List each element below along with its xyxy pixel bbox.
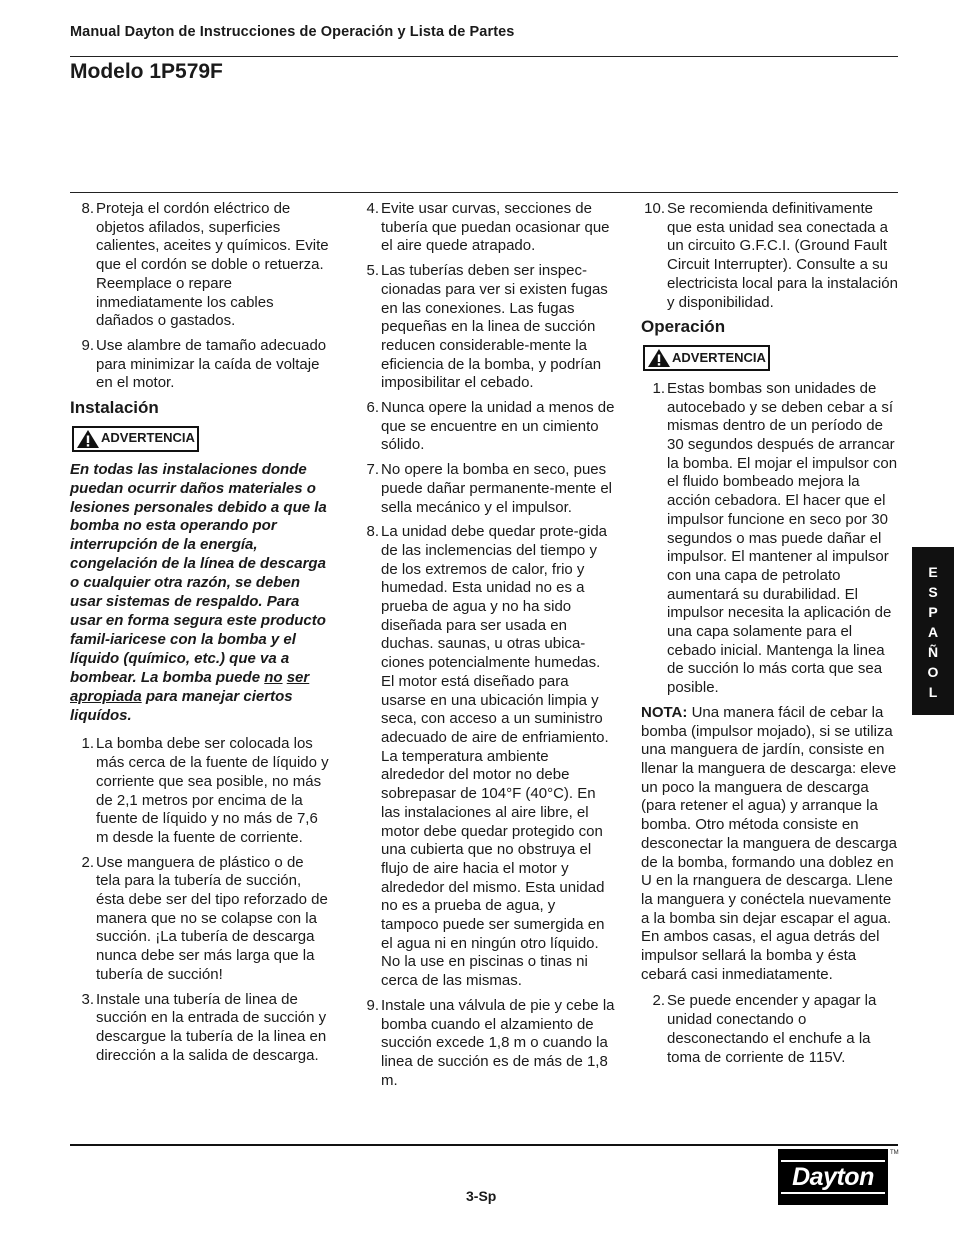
dayton-logo: Dayton <box>778 1149 888 1205</box>
list-item: 8. Proteja el cordón eléctrico de objetos afilados, superficies calientes, aceites y químicos. Evite que el cordón se doble o retuerza. Reemplace o repare inmediatamente los cables dañados o gastados. <box>81 200 329 330</box>
column-3 <box>641 200 901 1073</box>
warning-label: ADVERTENCIA <box>101 430 195 446</box>
list-item: 1. Estas bombas son unidades de autocebado y se deben cebar a sí mismas dentro de un período de 30 segundos después de arrancar la bomba. El mojar el impulsor con el fluido bombeado mejora la acción cebadora. El hacer que el impulsor funcione en seco por 30 segundos o mas puede dañar el impulsor. El mantener al impulsor con una capa de petrolato aumentará su durabilidad. El impulsor necesita la aplicación de una capa solamente para el cebado inicial. Mantenga la linea de succión lo más corta que sea posible. <box>652 379 898 697</box>
list-item: 10. Se recomienda definitivamente que esta unidad sea conectada a un circuito G.F.C.I. (Ground Fault Circuit Interrupter). Consulte a su electricista local para la instalación y disponibilidad. <box>644 200 898 311</box>
list-item: 9. Use alambre de tamaño adecuado para minimizar la caída de voltaje en el motor. <box>81 336 327 392</box>
section-heading-instalacion: Instalación <box>70 398 159 418</box>
trademark-mark: TM <box>890 1150 899 1156</box>
list-item: 9. Instale una válvula de pie y cebe la bomba cuando el alzamiento de succión excede 1,8 m o cuando la linea de succión es de más de 1,8 m. <box>366 996 615 1089</box>
column-1 <box>70 200 330 1071</box>
list-item: 2. Use manguera de plástico o de tela para la tubería de succión, ésta debe ser del tipo reforzado de manera que no se colapse con la succión. ¡La tubería de descarga nunca debe ser más larga que la tubería de succión! <box>81 853 328 983</box>
content-top-rule <box>70 192 898 193</box>
page-number: 3-Sp <box>466 1188 497 1204</box>
warning-triangle-icon <box>76 429 100 449</box>
column-2 <box>355 200 615 1096</box>
section-heading-operacion: Operación <box>641 317 726 337</box>
list-item: 3. Instale una tubería de linea de succión en la entrada de succión y descargue la tubería de la linea en dirección a la salida de descarga. <box>81 990 327 1064</box>
note-paragraph: NOTA: Una manera fácil de cebar la bomba (impulsor mojado), si se utiliza una manguera de jardín, consiste en llenar la manguera de descarga: eleve un poco la manguera de descarga (para retener el agua) y arranque la bomba. Otro métoda consiste en desconectar la manguera de descarga de la bomba, formando una doblez en U en la rnanguera de descarga. Llene la manguera y conéctela nuevamente a la bomba sin dejar escapar el agua. En ambos casas, el agua detrás del impulsor sellará la bomba y ésta cebará casi inmediatamente. <box>641 703 897 983</box>
warning-text: En todas las instalaciones donde puedan ocurrir daños materiales o lesiones personales debido a que la bomba no esta operando por interrupción de la energía, congelación de la línea de descarga o cualquier otra razón, se deben usar sistemas de respaldo. Para usar en forma segura este producto famil-iaricese con la bomba y el líquido (químico, etc.) que va a bombear. La bomba puede no ser apropiada para manejar ciertos liquídos. <box>70 460 327 724</box>
warning-badge <box>72 426 199 452</box>
list-item: 8. La unidad debe quedar prote-gida de las inclemencias del tiempo y de los extremos de calor, frio y humedad. Esta unidad no es a prueba de agua y no ha sido diseñada para ser usada en duchas. saunas, u otras ubica-ciones potencialmente humedas. El motor está diseñado para usarse en una ubicación limpia y seca, con acceso a un suministro adecuado de aire de enfriamiento. La temperatura ambiente alrededor del motor no debe sobrepasar de 104°F (40°C). En las instalaciones al aire libre, el motor debe quedar protegido con una cubierta que no obstruya el flujo de aire hacia el motor y alrededor del mismo. Esta unidad no es a prueba de agua, y tampoco puede ser sumergida en el agua ni en ningún otro líquido. No la use en piscinas o tinas ni cerca de las mismas. <box>366 523 609 990</box>
list-item: 2. Se puede encender y apagar la unidad conectando o desconectando el enchufe a la toma de corriente de 115V. <box>652 992 877 1066</box>
warning-triangle-icon <box>647 348 671 368</box>
list-item: 4. Evite usar curvas, secciones de tubería que puedan ocasionar que el aire quede atrapado. <box>366 200 610 255</box>
footer-rule <box>70 1144 898 1146</box>
model-title: Modelo 1P579F <box>70 60 223 83</box>
list-item: 1. La bomba debe ser colocada los más cerca de la fuente de líquido y corriente que sea posible, no más de 2,1 metros por encima de la fuente de líquido y no más de 7,6 m desde la fuente de corriente. <box>81 735 329 846</box>
list-item: 6. Nunca opere la unidad a menos de que se encuentre en un cimiento sólido. <box>366 399 615 454</box>
header-rule <box>70 56 898 57</box>
manual-title: Manual Dayton de Instrucciones de Operación y Lista de Partes <box>70 24 515 40</box>
warning-label: ADVERTENCIA <box>672 349 766 365</box>
warning-badge <box>643 345 770 371</box>
list-item: 5. Las tuberías deben ser inspec-cionadas para ver si existen fugas en las conexiones. Las fugas pequeñas en la linea de succión reducen considerable-mente la eficiencia de la bomba, y podrían imposibilitar el cebado. <box>366 262 608 392</box>
language-tab: E S P A Ñ O L <box>912 547 954 715</box>
list-item: 7. No opere la bomba en seco, pues puede dañar permanente-mente el sella mecánico y el impulsor. <box>366 461 612 516</box>
